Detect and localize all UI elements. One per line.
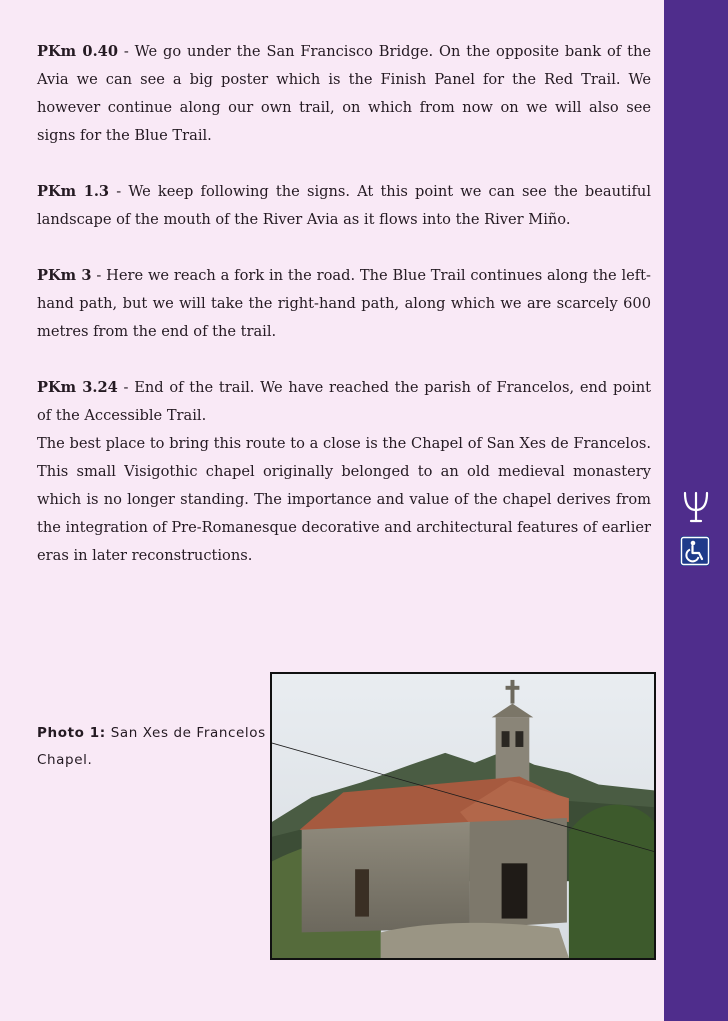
paragraph-pkm-3 <box>37 262 651 346</box>
psi-trident-icon <box>682 490 710 524</box>
trail-description <box>37 38 651 570</box>
chapel-photo <box>270 672 656 960</box>
caption-text: San Xes de Francelos Chapel. <box>37 725 266 768</box>
paragraph-text: - Here we reach a fork in the road. The Blue Trail continues along the left-hand path, but we will take the right-hand path, along which we are scarcely 600 metres from the end of the trail. <box>37 267 651 340</box>
paragraph-pkm-1-3 <box>37 178 651 234</box>
pkm-label: PKm 3.24 <box>37 379 118 396</box>
paragraph-pkm-3-24 <box>37 374 651 430</box>
paragraph-text: - End of the trail. We have reached the parish of Francelos, end point of the Accessible Trail. <box>37 379 651 424</box>
photo-caption <box>37 720 269 774</box>
pkm-label: PKm 3 <box>37 267 92 284</box>
paragraph-text: - We go under the San Francisco Bridge. On the opposite bank of the Avia we can see a big poster which is the Finish Panel for the Red Trail. We however continue along our own trail, on which from now on we will also see signs for the Blue Trail. <box>37 43 651 144</box>
pkm-label: PKm 1.3 <box>37 183 110 200</box>
closing-paragraph: The best place to bring this route to a close is the Chapel of San Xes de Francelos. This small Visigothic chapel originally belonged to an old medieval monastery which is no longer standing. The importance and value of the chapel derives from the integration of Pre-Romanesque decorative and architectural features of earlier eras in later reconstructions. <box>37 435 651 564</box>
paragraph-text: - We keep following the signs. At this point we can see the beautiful landscape of the mouth of the River Avia as it flows into the River Miño. <box>37 183 651 228</box>
paragraph-pkm-0-40 <box>37 38 651 150</box>
caption-label: Photo 1: <box>37 725 106 741</box>
wheelchair-accessible-icon <box>680 536 710 566</box>
pkm-label: PKm 0.40 <box>37 43 118 60</box>
